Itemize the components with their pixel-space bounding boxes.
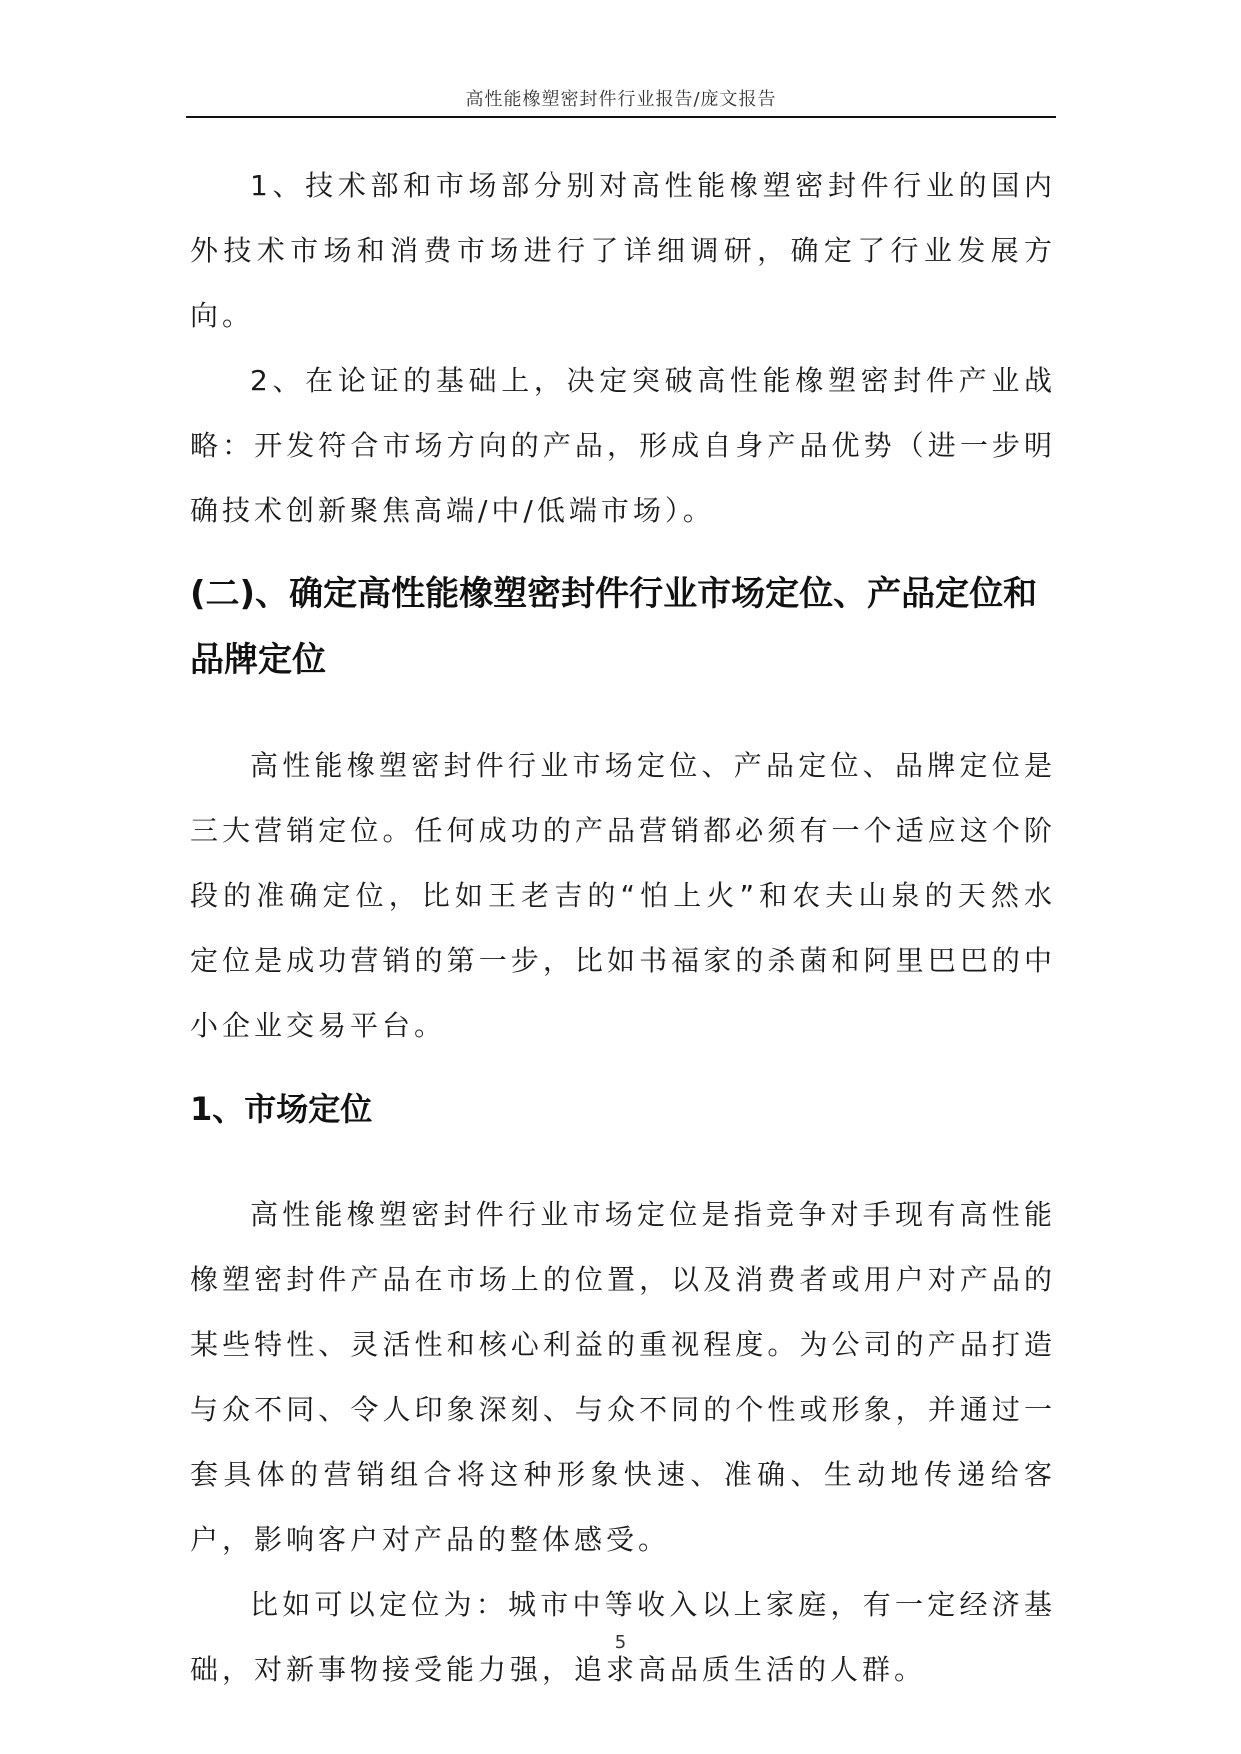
- sub-heading-market-positioning: 1、市场定位: [190, 1090, 373, 1128]
- paragraph-research: 1、技术部和市场部分别对高性能橡塑密封件行业的国内外技术市场和消费市场进行了详细调研，确定了行业发展方向。: [190, 169, 1056, 332]
- page-number: 5: [614, 1632, 627, 1653]
- page-header: 高性能橡塑密封件行业报告/庞文报告: [186, 84, 1056, 118]
- paragraph-positioning-intro: 高性能橡塑密封件行业市场定位、产品定位、品牌定位是三大营销定位。任何成功的产品营销都必须有一个适应这个阶段的准确定位，比如王老吉的“怕上火”和农夫山泉的天然水定位是成功营销的第一步，比如书福家的杀菌和阿里巴巴的中小企业交易平台。: [190, 749, 1056, 1042]
- section-heading-positioning: (二)、确定高性能橡塑密封件行业市场定位、产品定位和品牌定位: [190, 574, 1038, 680]
- paragraph-strategy: 2、在论证的基础上，决定突破高性能橡塑密封件产业战略：开发符合市场方向的产品，形成自身产品优势（进一步明确技术创新聚焦高端/中/低端市场）。: [190, 364, 1056, 527]
- paragraph-market-positioning: 高性能橡塑密封件行业市场定位是指竞争对手现有高性能橡塑密封件产品在市场上的位置，以及消费者或用户对产品的某些特性、灵活性和核心利益的重视程度。为公司的产品打造与众不同、令人印象深刻、与众不同的个性或形象，并通过一套具体的营销组合将这种形象快速、准确、生动地传递给客户，影响客户对产品的整体感受。: [190, 1198, 1056, 1556]
- paragraph-positioning-example: 比如可以定位为：城市中等收入以上家庭，有一定经济基础，对新事物接受能力强，追求高品质生活的人群。: [190, 1588, 1056, 1686]
- document-body: [190, 153, 1056, 1702]
